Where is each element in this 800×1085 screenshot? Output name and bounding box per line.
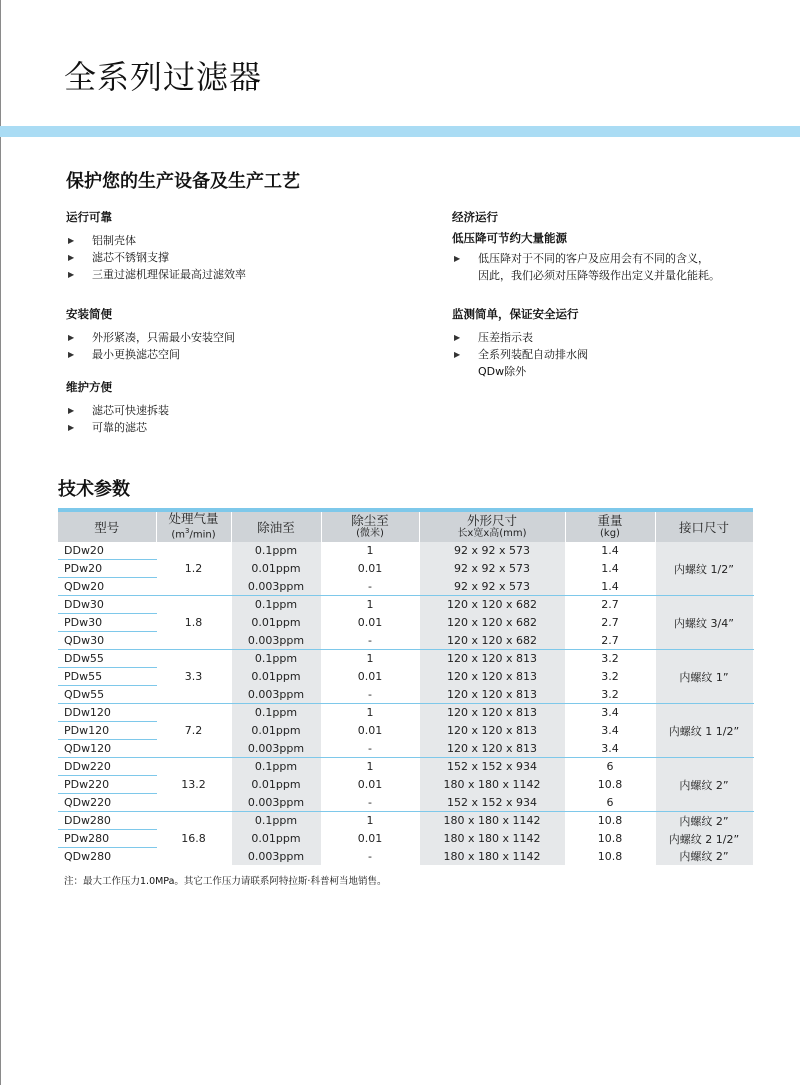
table-row	[58, 596, 753, 614]
cell-dust: 1	[321, 704, 419, 722]
feature-list	[66, 233, 246, 283]
cell-model: DDw120	[58, 704, 156, 722]
cell-weight: 2.7	[565, 632, 655, 650]
triangle-bullet-icon: ▶	[454, 254, 461, 263]
table-row	[58, 758, 753, 776]
cell-dims: 120 x 120 x 682	[419, 596, 565, 614]
cell-dims: 120 x 120 x 813	[419, 668, 565, 686]
cell-dims: 120 x 120 x 813	[419, 740, 565, 758]
list-item	[66, 233, 246, 249]
cell-dims: 180 x 180 x 1142	[419, 812, 565, 830]
list-item	[66, 250, 246, 266]
cell-model: DDw55	[58, 650, 156, 668]
header-oil: 除油至	[231, 512, 321, 542]
cell-model: PDw280	[58, 830, 156, 848]
cell-weight: 3.2	[565, 668, 655, 686]
cell-dust: 0.01	[321, 614, 419, 632]
cell-oil: 0.01ppm	[231, 614, 321, 632]
cell-dims: 152 x 152 x 934	[419, 758, 565, 776]
cell-dust: 1	[321, 812, 419, 830]
list-item-text: 低压降对于不同的客户及应用会有不同的含义，	[478, 252, 709, 265]
cell-port: 内螺纹 2”	[655, 812, 753, 830]
list-item-text: 三重过滤机理保证最高过滤效率	[92, 268, 246, 281]
cell-weight: 3.2	[565, 686, 655, 704]
feature-reliable	[66, 209, 246, 284]
cell-dims: 92 x 92 x 573	[419, 542, 565, 560]
cell-port: 内螺纹 2 1/2”	[655, 830, 753, 848]
spec-table-wrapper	[58, 508, 753, 865]
cell-dims: 120 x 120 x 682	[419, 614, 565, 632]
list-item-text: QDw除外	[478, 365, 527, 378]
list-item	[452, 347, 588, 363]
spec-table	[58, 512, 754, 865]
feature-economy	[452, 209, 720, 285]
list-item	[452, 251, 720, 267]
cell-weight: 2.7	[565, 614, 655, 632]
cell-weight: 1.4	[565, 542, 655, 560]
cell-dims: 120 x 120 x 813	[419, 722, 565, 740]
header-model: 型号	[58, 512, 156, 542]
cell-model: QDw20	[58, 578, 156, 596]
cell-oil: 0.003ppm	[231, 740, 321, 758]
header-port: 接口尺寸	[655, 512, 753, 542]
cell-oil: 0.01ppm	[231, 722, 321, 740]
cell-weight: 3.2	[565, 650, 655, 668]
cell-oil: 0.01ppm	[231, 668, 321, 686]
list-item-text: 可靠的滤芯	[92, 421, 147, 434]
cell-dims: 180 x 180 x 1142	[419, 776, 565, 794]
cell-dims: 180 x 180 x 1142	[419, 830, 565, 848]
table-row	[58, 812, 753, 830]
cell-model: QDw220	[58, 794, 156, 812]
list-item-text: 最小更换滤芯空间	[92, 348, 180, 361]
feature-monitor	[452, 306, 588, 381]
cell-port: 内螺纹 2”	[655, 848, 753, 866]
cell-dust: 0.01	[321, 722, 419, 740]
cell-oil: 0.01ppm	[231, 830, 321, 848]
triangle-bullet-icon: ▶	[454, 333, 461, 342]
cell-weight: 10.8	[565, 776, 655, 794]
cell-port: 内螺纹 2”	[655, 758, 753, 812]
cell-dust: 0.01	[321, 560, 419, 578]
table-row	[58, 704, 753, 722]
cell-dims: 92 x 92 x 573	[419, 578, 565, 596]
list-item	[66, 403, 169, 419]
feature-list	[452, 330, 588, 380]
list-item	[452, 330, 588, 346]
cell-port: 内螺纹 3/4”	[655, 596, 753, 650]
list-item-text: 因此，我们必须对压降等级作出定义并量化能耗。	[478, 269, 720, 282]
cell-oil: 0.003ppm	[231, 632, 321, 650]
spec-table-body	[58, 542, 753, 865]
cell-weight: 1.4	[565, 578, 655, 596]
cell-model: DDw30	[58, 596, 156, 614]
cell-dust: 1	[321, 758, 419, 776]
triangle-bullet-icon: ▶	[68, 333, 75, 342]
cell-dims: 120 x 120 x 813	[419, 650, 565, 668]
cell-model: QDw280	[58, 848, 156, 866]
cell-weight: 10.8	[565, 812, 655, 830]
feature-heading: 维护方便	[66, 380, 112, 394]
triangle-bullet-icon: ▶	[68, 253, 75, 262]
cell-dims: 120 x 120 x 813	[419, 704, 565, 722]
list-item-text: 滤芯不锈钢支撑	[92, 251, 169, 264]
cell-oil: 0.01ppm	[231, 560, 321, 578]
cell-oil: 0.1ppm	[231, 596, 321, 614]
list-item	[452, 268, 720, 284]
cell-model: PDw120	[58, 722, 156, 740]
cell-dust: -	[321, 794, 419, 812]
cell-port: 内螺纹 1/2”	[655, 542, 753, 596]
cell-flow: 3.3	[156, 650, 231, 704]
cell-dust: -	[321, 848, 419, 866]
cell-oil: 0.1ppm	[231, 542, 321, 560]
cell-oil: 0.1ppm	[231, 758, 321, 776]
title-band	[0, 126, 800, 137]
feature-heading: 经济运行	[452, 210, 498, 224]
list-item-text: 全系列装配自动排水阀	[478, 348, 588, 361]
table-row	[58, 542, 753, 560]
cell-dims: 152 x 152 x 934	[419, 794, 565, 812]
cell-weight: 1.4	[565, 560, 655, 578]
header-dust: 除尘至 (微米)	[321, 512, 419, 542]
cell-dust: 0.01	[321, 830, 419, 848]
cell-port: 内螺纹 1”	[655, 650, 753, 704]
cell-dust: 0.01	[321, 668, 419, 686]
cell-model: PDw55	[58, 668, 156, 686]
cell-model: QDw120	[58, 740, 156, 758]
page-subtitle: 保护您的生产设备及生产工艺	[66, 171, 300, 192]
cell-dims: 92 x 92 x 573	[419, 560, 565, 578]
triangle-bullet-icon: ▶	[68, 270, 75, 279]
cell-flow: 1.8	[156, 596, 231, 650]
page-left-rule	[0, 0, 1, 1085]
cell-model: PDw20	[58, 560, 156, 578]
cell-model: QDw55	[58, 686, 156, 704]
list-item-text: 外形紧凑，只需最小安装空间	[92, 331, 235, 344]
cell-dust: 1	[321, 542, 419, 560]
list-item	[66, 420, 169, 436]
cell-dust: -	[321, 632, 419, 650]
cell-model: PDw220	[58, 776, 156, 794]
header-flow: 处理气量 $(m^3/\min)$	[156, 512, 231, 542]
cell-weight: 6	[565, 758, 655, 776]
list-item	[66, 267, 246, 283]
cell-weight: 3.4	[565, 704, 655, 722]
cell-model: QDw30	[58, 632, 156, 650]
cell-weight: 3.4	[565, 722, 655, 740]
feature-list	[66, 330, 235, 363]
cell-oil: 0.003ppm	[231, 848, 321, 866]
cell-model: DDw280	[58, 812, 156, 830]
list-item-text: 滤芯可快速拆装	[92, 404, 169, 417]
triangle-bullet-icon: ▶	[68, 406, 75, 415]
feature-subheading: 低压降可节约大量能源	[452, 231, 567, 245]
cell-oil: 0.1ppm	[231, 812, 321, 830]
table-header-row	[58, 512, 753, 542]
cell-dust: -	[321, 686, 419, 704]
list-item	[66, 330, 235, 346]
cell-weight: 3.4	[565, 740, 655, 758]
cell-oil: 0.003ppm	[231, 686, 321, 704]
cell-dust: -	[321, 740, 419, 758]
feature-install	[66, 306, 235, 364]
triangle-bullet-icon: ▶	[68, 423, 75, 432]
feature-maintenance	[66, 379, 169, 437]
cell-oil: 0.1ppm	[231, 704, 321, 722]
header-weight: 重量 (kg)	[565, 512, 655, 542]
cell-flow: 1.2	[156, 542, 231, 596]
tech-section-title: 技术参数	[58, 479, 130, 500]
cell-model: DDw220	[58, 758, 156, 776]
cell-weight: 2.7	[565, 596, 655, 614]
cell-dims: 120 x 120 x 682	[419, 632, 565, 650]
cell-oil: 0.1ppm	[231, 650, 321, 668]
triangle-bullet-icon: ▶	[454, 350, 461, 359]
list-item	[452, 364, 588, 380]
cell-oil: 0.01ppm	[231, 776, 321, 794]
list-item	[66, 347, 235, 363]
cell-dims: 120 x 120 x 813	[419, 686, 565, 704]
cell-oil: 0.003ppm	[231, 794, 321, 812]
cell-oil: 0.003ppm	[231, 578, 321, 596]
table-row	[58, 650, 753, 668]
triangle-bullet-icon: ▶	[68, 350, 75, 359]
feature-list	[66, 403, 169, 436]
cell-weight: 6	[565, 794, 655, 812]
list-item-text: 压差指示表	[478, 331, 533, 344]
triangle-bullet-icon: ▶	[68, 236, 75, 245]
feature-heading: 运行可靠	[66, 210, 112, 224]
header-dims: 外形尺寸 长x宽x高(mm)	[419, 512, 565, 542]
cell-model: DDw20	[58, 542, 156, 560]
cell-dust: -	[321, 578, 419, 596]
cell-weight: 10.8	[565, 848, 655, 866]
cell-dust: 1	[321, 650, 419, 668]
cell-model: PDw30	[58, 614, 156, 632]
feature-heading: 监测简单，保证安全运行	[452, 307, 579, 321]
cell-weight: 10.8	[565, 830, 655, 848]
cell-dust: 0.01	[321, 776, 419, 794]
cell-dims: 180 x 180 x 1142	[419, 848, 565, 866]
feature-heading: 安装简便	[66, 307, 112, 321]
cell-flow: 16.8	[156, 812, 231, 866]
cell-port: 内螺纹 1 1/2”	[655, 704, 753, 758]
cell-flow: 7.2	[156, 704, 231, 758]
list-item-text: 铝制壳体	[92, 234, 136, 247]
cell-dust: 1	[321, 596, 419, 614]
cell-flow: 13.2	[156, 758, 231, 812]
feature-list	[452, 251, 720, 284]
page-title: 全系列过滤器	[64, 58, 263, 96]
footnote: 注：最大工作压力1.0MPa。其它工作压力请联系阿特拉斯·科普柯当地销售。	[64, 876, 387, 887]
